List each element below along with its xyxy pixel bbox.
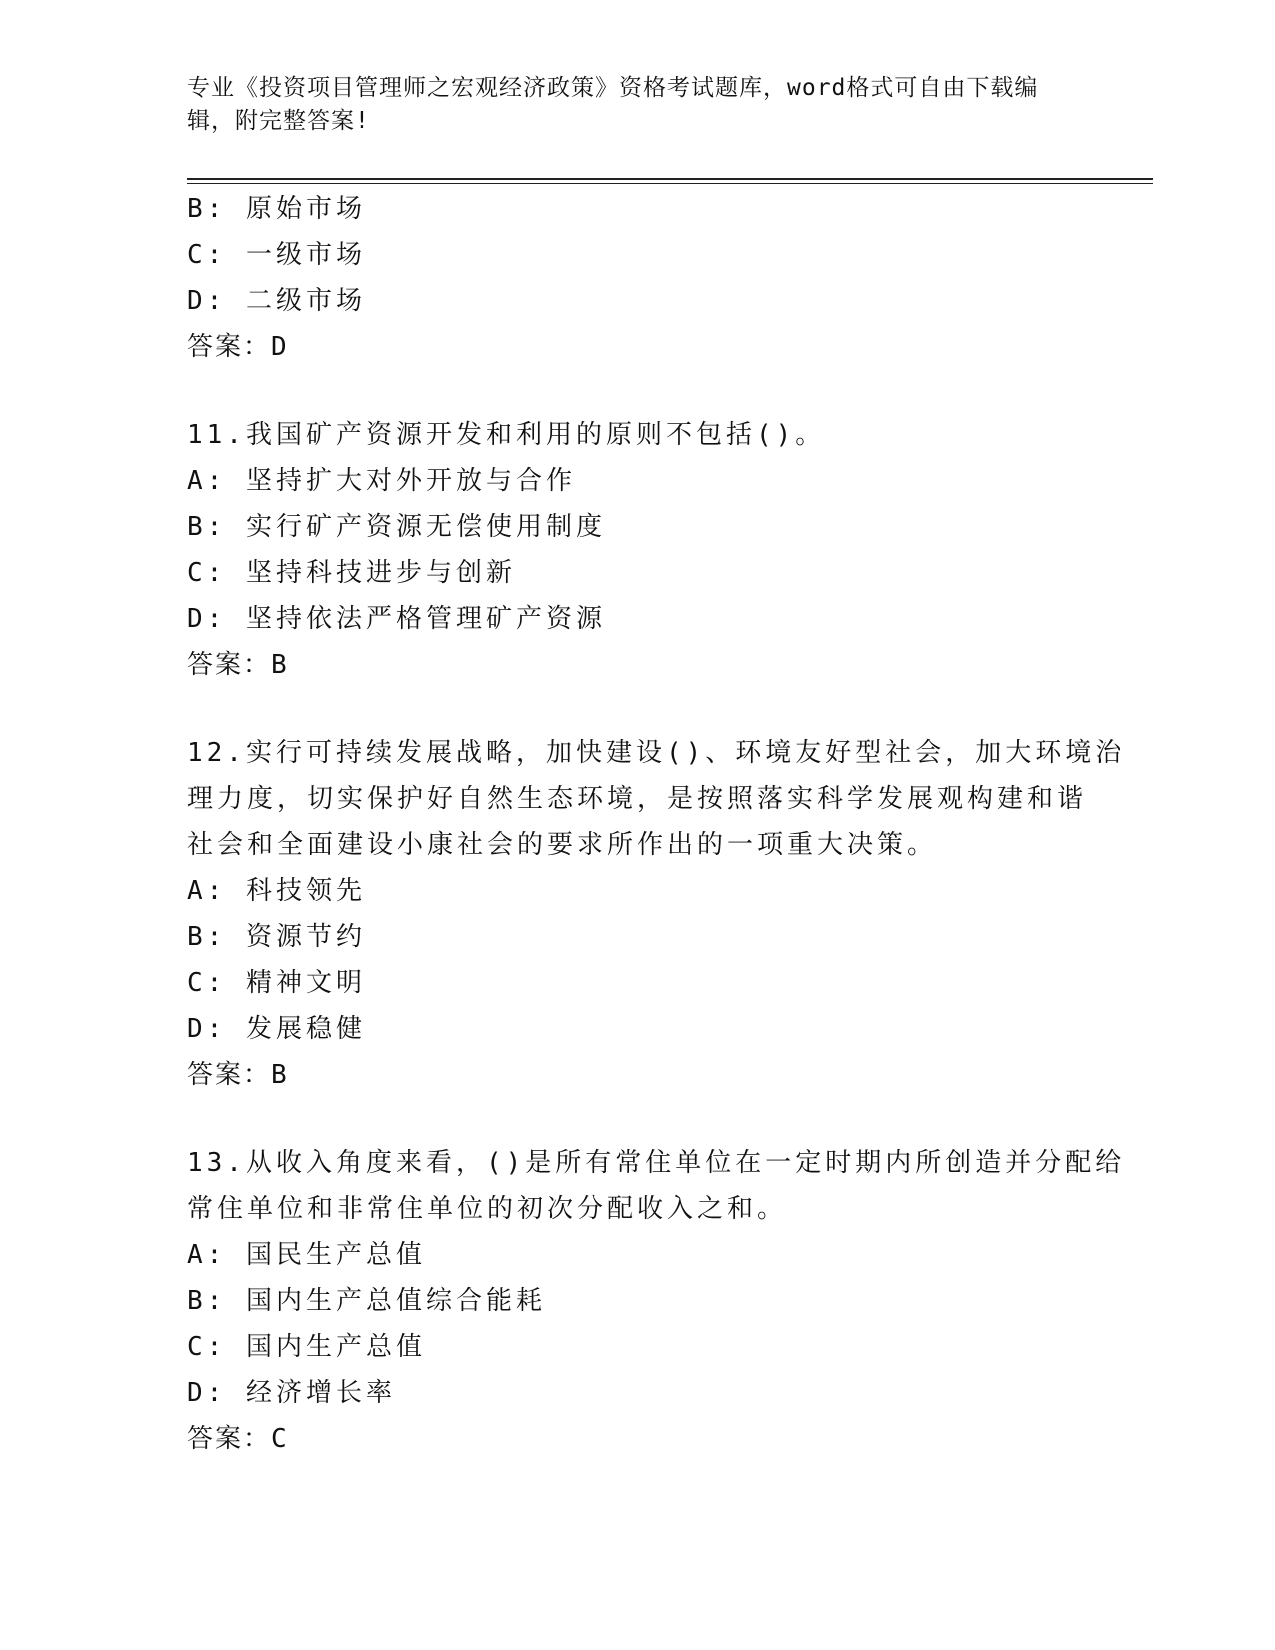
answer-label: 答案： — [187, 1060, 272, 1090]
answer-line — [187, 324, 1087, 370]
option-a: A: 坚持扩大对外开放与合作 — [187, 466, 576, 496]
question-stem — [187, 730, 1126, 868]
answer-line — [187, 1052, 1087, 1098]
option-c: C: 精神文明 — [187, 968, 366, 998]
option-c: C: 一级市场 — [187, 240, 366, 270]
stem-line: 13.从收入角度来看，()是所有常住单位在一定时期内所创造并分配给 — [187, 1148, 1126, 1178]
question-spacer — [187, 688, 1087, 730]
answer-value: D — [271, 332, 287, 362]
option-c: C: 坚持科技进步与创新 — [187, 558, 516, 588]
answer-label: 答案： — [187, 650, 272, 680]
option-d: D: 坚持依法严格管理矿产资源 — [187, 604, 606, 634]
option-d: D: 二级市场 — [187, 286, 366, 316]
stem-line: 社会和全面建设小康社会的要求所作出的一项重大决策。 — [187, 830, 938, 860]
stem-line: 理力度，切实保护好自然生态环境，是按照落实科学发展观构建和谐 — [187, 784, 1088, 814]
header-line-2: 辑，附完整答案! — [187, 108, 370, 134]
question-spacer — [187, 370, 1087, 412]
question-stem — [187, 412, 1087, 458]
option-b: B: 原始市场 — [187, 194, 366, 224]
option-a: A: 国民生产总值 — [187, 1240, 426, 1270]
question-13 — [187, 1140, 1126, 1462]
option-b: B: 实行矿产资源无偿使用制度 — [187, 512, 606, 542]
option-b: B: 资源节约 — [187, 922, 366, 952]
question-10 — [187, 186, 1087, 370]
stem-line: 12.实行可持续发展战略，加快建设()、环境友好型社会，加大环境治 — [187, 738, 1126, 768]
answer-value: B — [271, 650, 287, 680]
answer-label: 答案： — [187, 1424, 272, 1454]
question-11 — [187, 412, 1087, 688]
option-d: D: 经济增长率 — [187, 1378, 396, 1408]
header-line-1: 专业《投资项目管理师之宏观经济政策》资格考试题库，word格式可自由下载编 — [187, 75, 1039, 101]
answer-label: 答案： — [187, 332, 272, 362]
stem-line: 常住单位和非常住单位的初次分配收入之和。 — [187, 1194, 788, 1224]
question-stem — [187, 1140, 1126, 1232]
answer-value: C — [271, 1424, 287, 1454]
stem-line: 11.我国矿产资源开发和利用的原则不包括()。 — [187, 420, 826, 450]
answer-line — [187, 642, 1087, 688]
question-12 — [187, 730, 1126, 1098]
document-header — [187, 72, 1067, 138]
option-b: B: 国内生产总值综合能耗 — [187, 1286, 546, 1316]
header-divider-thin — [187, 183, 1153, 184]
option-a: A: 科技领先 — [187, 876, 366, 906]
option-d: D: 发展稳健 — [187, 1014, 366, 1044]
answer-line — [187, 1416, 1087, 1462]
answer-value: B — [271, 1060, 287, 1090]
question-spacer — [187, 1098, 1087, 1140]
header-divider-thick — [187, 178, 1153, 180]
question-list — [187, 186, 1126, 1462]
option-c: C: 国内生产总值 — [187, 1332, 426, 1362]
